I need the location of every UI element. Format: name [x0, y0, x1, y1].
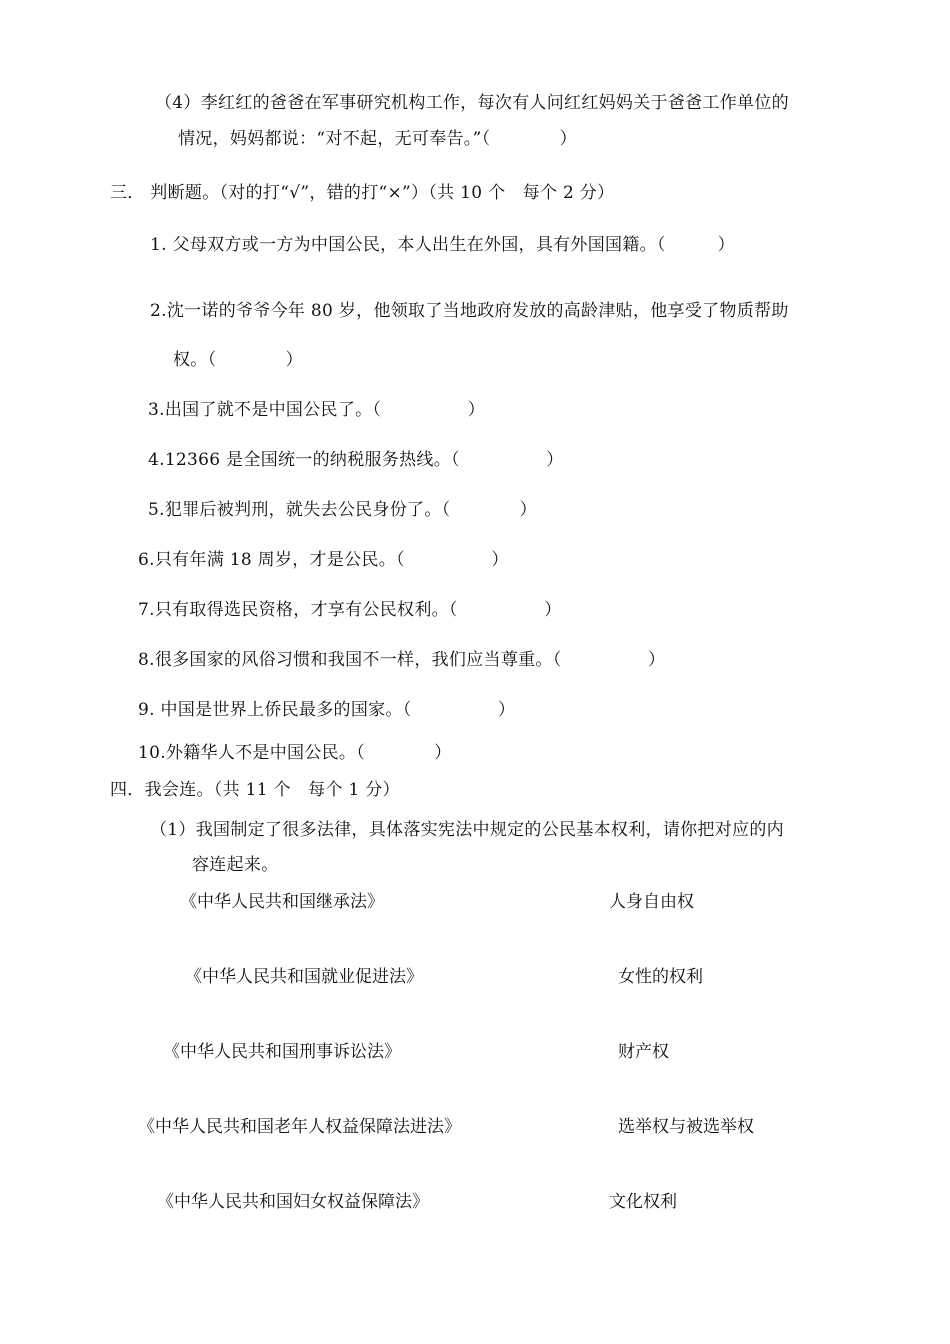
law-item-women-rights[interactable]: 《中华人民共和国妇女权益保障法》 [157, 1192, 429, 1212]
judge-item-7: 7.只有取得选民资格，才享有公民权利。（ ） [138, 600, 562, 620]
judge-item-4: 4.12366 是全国统一的纳税服务热线。（ ） [148, 450, 564, 470]
judge-item-2: 2.沈一诺的爷爷今年 80 岁，他领取了当地政府发放的高龄津贴，他享受了物质帮助 [150, 301, 789, 321]
right-item-election[interactable]: 选举权与被选举权 [618, 1117, 754, 1137]
law-item-elderly-rights[interactable]: 《中华人民共和国老年人权益保障法进法》 [138, 1117, 461, 1137]
judge-item-2-continued: 权。（ ） [173, 350, 303, 370]
judge-item-10: 10.外籍华人不是中国公民。（ ） [138, 743, 452, 763]
law-item-criminal-procedure[interactable]: 《中华人民共和国刑事诉讼法》 [163, 1042, 401, 1062]
judge-item-5: 5.犯罪后被判刑，就失去公民身份了。（ ） [148, 500, 537, 520]
right-item-personal-freedom[interactable]: 人身自由权 [609, 892, 694, 912]
law-item-employment[interactable]: 《中华人民共和国就业促进法》 [185, 967, 423, 987]
right-item-women[interactable]: 女性的权利 [618, 967, 703, 987]
judge-item-9: 9. 中国是世界上侨民最多的国家。（ ） [138, 700, 516, 720]
judge-item-3: 3.出国了就不是中国公民了。（ ） [148, 400, 486, 420]
section-three-heading: 三． 判断题。（对的打“√”，错的打“×”）（共 10 个 每个 2 分） [110, 183, 615, 203]
q4-line-1: （4）李红红的爸爸在军事研究机构工作，每次有人问红红妈妈关于爸爸工作单位的 [155, 93, 789, 113]
section-four-intro-2: 容连起来。 [192, 855, 279, 875]
section-four-intro-1: （1）我国制定了很多法律，具体落实宪法中规定的公民基本权利，请你把对应的内 [150, 820, 784, 840]
judge-item-8: 8.很多国家的风俗习惯和我国不一样，我们应当尊重。（ ） [138, 650, 666, 670]
judge-item-6: 6.只有年满 18 周岁，才是公民。（ ） [138, 550, 509, 570]
q4-line-2: 情况，妈妈都说：“对不起，无可奉告。”（ ） [178, 129, 577, 149]
judge-item-1: 1. 父母双方或一方为中国公民，本人出生在外国，具有外国国籍。（ ） [150, 235, 735, 255]
section-four-heading: 四．我会连。（共 11 个 每个 1 分） [110, 780, 400, 800]
right-item-culture[interactable]: 文化权利 [609, 1192, 677, 1212]
right-item-property[interactable]: 财产权 [618, 1042, 669, 1062]
law-item-inheritance[interactable]: 《中华人民共和国继承法》 [180, 892, 384, 912]
